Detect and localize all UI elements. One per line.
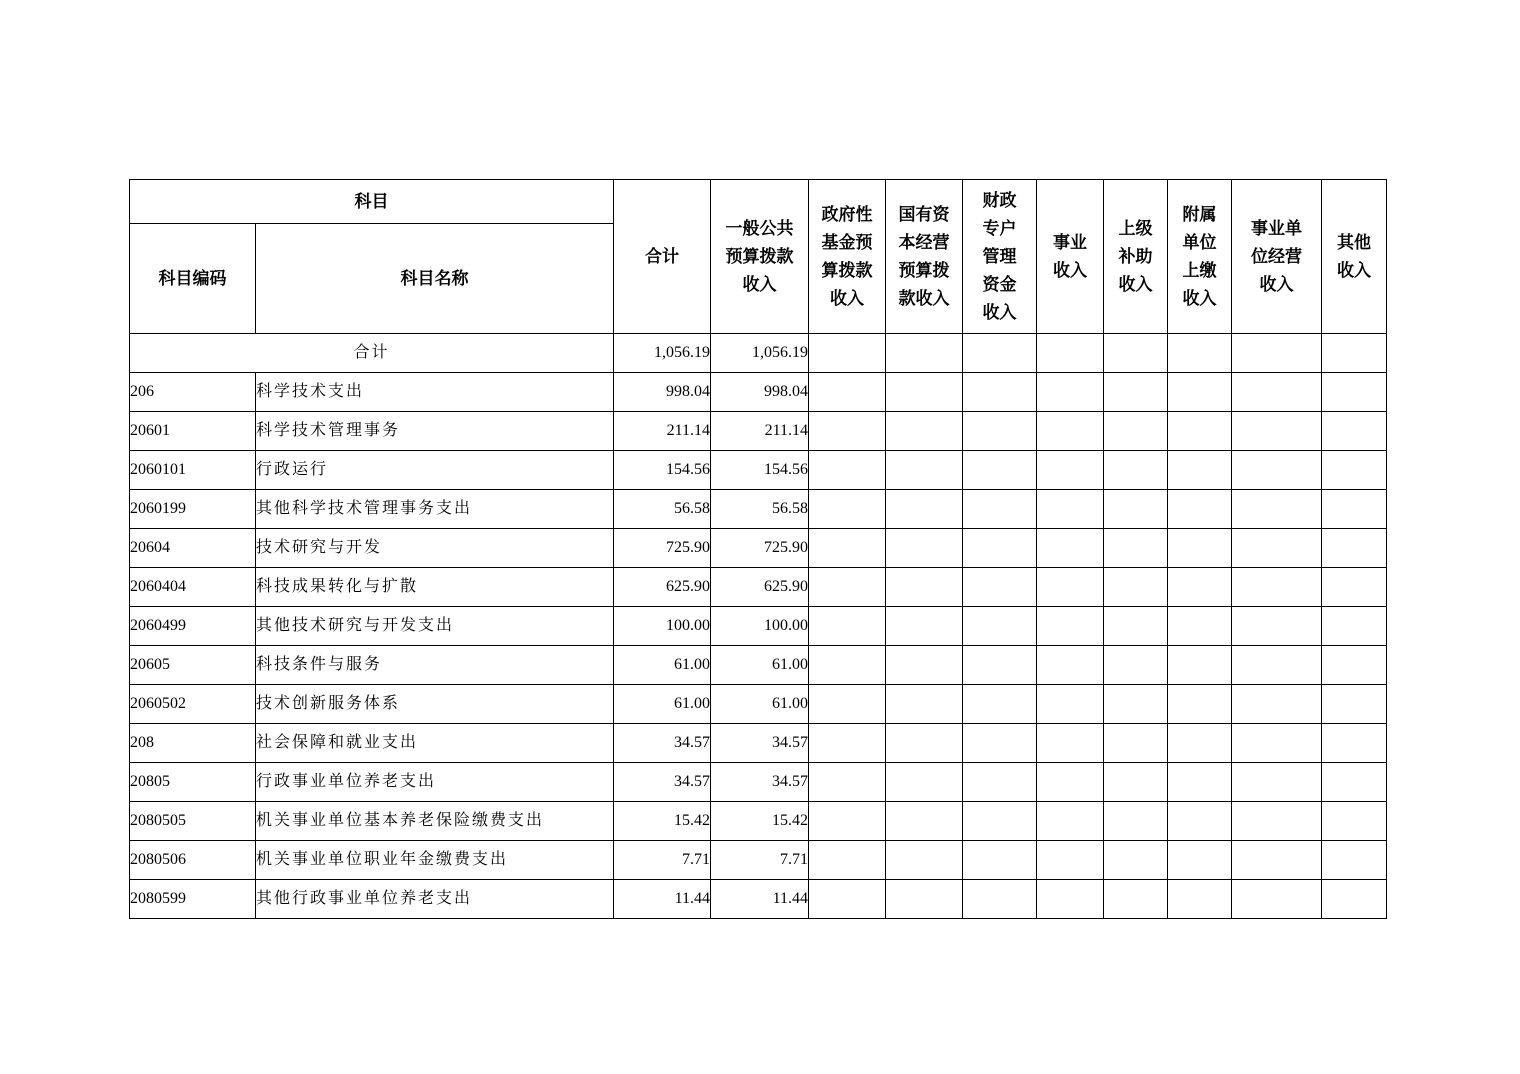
table-row (130, 529, 1387, 568)
total-cell: 154.56 (614, 451, 711, 490)
header-line: 上级 (1118, 218, 1153, 238)
empty-cell (1104, 334, 1168, 373)
empty-cell (1037, 841, 1104, 880)
header-state-capital (886, 180, 963, 334)
total-cell: 11.44 (614, 880, 711, 919)
total-cell: 211.14 (614, 412, 711, 451)
header-line: 管理 (982, 246, 1017, 266)
table-row (130, 646, 1387, 685)
header-line: 单位 (1182, 232, 1217, 252)
empty-cell (1168, 568, 1232, 607)
header-total: 合计 (614, 180, 711, 334)
subject-name-cell: 技术创新服务体系 (256, 685, 614, 724)
subject-code-cell: 2080599 (130, 880, 256, 919)
subject-name-cell: 科技条件与服务 (256, 646, 614, 685)
empty-cell (1322, 412, 1387, 451)
empty-cell (963, 724, 1037, 763)
empty-cell (1168, 373, 1232, 412)
table-row (130, 724, 1387, 763)
empty-cell (886, 334, 963, 373)
empty-cell (1322, 373, 1387, 412)
subject-name-cell: 技术研究与开发 (256, 529, 614, 568)
empty-cell (1232, 880, 1322, 919)
general-budget-cell: 15.42 (711, 802, 809, 841)
empty-cell (886, 568, 963, 607)
general-budget-cell: 625.90 (711, 568, 809, 607)
empty-cell (1037, 607, 1104, 646)
table-row (130, 880, 1387, 919)
empty-cell (1104, 412, 1168, 451)
header-line: 其他 (1337, 232, 1371, 252)
empty-cell (1104, 490, 1168, 529)
subject-code-cell: 20805 (130, 763, 256, 802)
empty-cell (1104, 841, 1168, 880)
total-row-total: 1,056.19 (614, 334, 711, 373)
general-budget-cell: 56.58 (711, 490, 809, 529)
empty-cell (963, 841, 1037, 880)
empty-cell (1168, 685, 1232, 724)
header-line: 专户 (982, 218, 1017, 238)
empty-cell (963, 412, 1037, 451)
empty-cell (1037, 802, 1104, 841)
empty-cell (809, 841, 886, 880)
table-row (130, 841, 1387, 880)
header-gov-fund (809, 180, 886, 334)
header-line: 收入 (742, 274, 777, 294)
empty-cell (963, 607, 1037, 646)
subject-name-cell: 机关事业单位职业年金缴费支出 (256, 841, 614, 880)
total-cell: 7.71 (614, 841, 711, 880)
subject-code-cell: 208 (130, 724, 256, 763)
empty-cell (1104, 763, 1168, 802)
empty-cell (963, 451, 1037, 490)
header-line: 事业单 (1251, 218, 1302, 238)
total-cell: 34.57 (614, 724, 711, 763)
general-budget-cell: 100.00 (711, 607, 809, 646)
header-business-income (1037, 180, 1104, 334)
subject-name-cell: 行政运行 (256, 451, 614, 490)
empty-cell (1104, 568, 1168, 607)
subject-code-cell: 20604 (130, 529, 256, 568)
empty-cell (1322, 802, 1387, 841)
general-budget-cell: 7.71 (711, 841, 809, 880)
empty-cell (1232, 412, 1322, 451)
header-line: 上缴 (1182, 260, 1217, 280)
empty-cell (1322, 724, 1387, 763)
table-row (130, 373, 1387, 412)
empty-cell (1232, 568, 1322, 607)
header-subject-code: 科目编码 (130, 224, 256, 334)
empty-cell (886, 490, 963, 529)
header-line: 基金预 (821, 232, 873, 252)
header-line: 收入 (982, 302, 1017, 322)
empty-cell (1168, 412, 1232, 451)
empty-cell (1104, 646, 1168, 685)
empty-cell (963, 685, 1037, 724)
empty-cell (1104, 451, 1168, 490)
header-line: 算拨款 (821, 260, 873, 280)
header-line: 政府性 (821, 204, 873, 224)
empty-cell (886, 685, 963, 724)
empty-cell (1168, 802, 1232, 841)
empty-cell (886, 412, 963, 451)
subject-name-cell: 科学技术支出 (256, 373, 614, 412)
empty-cell (963, 880, 1037, 919)
total-cell: 61.00 (614, 646, 711, 685)
table-row (130, 685, 1387, 724)
header-line: 位经营 (1251, 246, 1302, 266)
empty-cell (1037, 646, 1104, 685)
table-body (130, 334, 1387, 919)
empty-cell (1322, 334, 1387, 373)
header-general-budget (711, 180, 809, 334)
subject-code-cell: 20605 (130, 646, 256, 685)
general-budget-cell: 34.57 (711, 763, 809, 802)
empty-cell (886, 841, 963, 880)
header-subject-name: 科目名称 (256, 224, 614, 334)
empty-cell (886, 646, 963, 685)
empty-cell (1104, 802, 1168, 841)
table-row (130, 568, 1387, 607)
empty-cell (809, 607, 886, 646)
subject-code-cell: 206 (130, 373, 256, 412)
empty-cell (809, 880, 886, 919)
empty-cell (1322, 607, 1387, 646)
empty-cell (1232, 646, 1322, 685)
empty-cell (1232, 490, 1322, 529)
empty-cell (1168, 763, 1232, 802)
table-row (130, 490, 1387, 529)
empty-cell (1322, 763, 1387, 802)
empty-cell (1037, 490, 1104, 529)
empty-cell (1168, 451, 1232, 490)
table-row (130, 802, 1387, 841)
header-line: 补助 (1118, 246, 1153, 266)
header-subject: 科目 (130, 180, 614, 224)
empty-cell (886, 529, 963, 568)
empty-cell (1232, 529, 1322, 568)
total-cell: 725.90 (614, 529, 711, 568)
empty-cell (809, 802, 886, 841)
empty-cell (1322, 646, 1387, 685)
header-business-operation (1232, 180, 1322, 334)
total-cell: 15.42 (614, 802, 711, 841)
empty-cell (1232, 334, 1322, 373)
empty-cell (1322, 880, 1387, 919)
empty-cell (886, 880, 963, 919)
header-line: 预算拨 (898, 260, 950, 280)
empty-cell (1168, 607, 1232, 646)
general-budget-cell: 34.57 (711, 724, 809, 763)
table-row (130, 763, 1387, 802)
subject-code-cell: 2080506 (130, 841, 256, 880)
general-budget-cell: 154.56 (711, 451, 809, 490)
subject-code-cell: 2060502 (130, 685, 256, 724)
empty-cell (1037, 373, 1104, 412)
total-row-label: 合计 (130, 334, 614, 373)
header-line: 收入 (1259, 274, 1294, 294)
header-line: 本经营 (898, 232, 950, 252)
empty-cell (809, 451, 886, 490)
empty-cell (809, 568, 886, 607)
subject-name-cell: 社会保障和就业支出 (256, 724, 614, 763)
empty-cell (1168, 334, 1232, 373)
empty-cell (963, 529, 1037, 568)
header-line: 收入 (1337, 260, 1371, 280)
empty-cell (1037, 412, 1104, 451)
empty-cell (809, 685, 886, 724)
empty-cell (1104, 607, 1168, 646)
empty-cell (809, 529, 886, 568)
empty-cell (1104, 373, 1168, 412)
header-line: 国有资 (898, 204, 950, 224)
empty-cell (963, 646, 1037, 685)
subject-name-cell: 机关事业单位基本养老保险缴费支出 (256, 802, 614, 841)
table-header (130, 180, 1387, 334)
empty-cell (1037, 763, 1104, 802)
empty-cell (1232, 802, 1322, 841)
total-row-general-budget: 1,056.19 (711, 334, 809, 373)
empty-cell (1168, 490, 1232, 529)
empty-cell (809, 763, 886, 802)
empty-cell (963, 373, 1037, 412)
header-line: 一般公共 (725, 218, 794, 238)
empty-cell (1037, 880, 1104, 919)
header-line: 收入 (1182, 288, 1217, 308)
empty-cell (1037, 451, 1104, 490)
subject-code-cell: 20601 (130, 412, 256, 451)
empty-cell (809, 334, 886, 373)
general-budget-cell: 61.00 (711, 646, 809, 685)
empty-cell (1104, 529, 1168, 568)
subject-name-cell: 其他科学技术管理事务支出 (256, 490, 614, 529)
empty-cell (809, 373, 886, 412)
total-cell: 61.00 (614, 685, 711, 724)
empty-cell (1037, 568, 1104, 607)
header-line: 收入 (830, 288, 864, 308)
empty-cell (963, 802, 1037, 841)
empty-cell (1037, 529, 1104, 568)
empty-cell (963, 763, 1037, 802)
header-line: 事业 (1053, 232, 1087, 252)
empty-cell (1232, 685, 1322, 724)
empty-cell (1232, 724, 1322, 763)
total-cell: 56.58 (614, 490, 711, 529)
empty-cell (1168, 646, 1232, 685)
empty-cell (886, 451, 963, 490)
header-line: 预算拨款 (725, 246, 794, 266)
empty-cell (886, 802, 963, 841)
empty-cell (809, 490, 886, 529)
subject-code-cell: 2060499 (130, 607, 256, 646)
subject-code-cell: 2060404 (130, 568, 256, 607)
header-line: 收入 (1053, 260, 1087, 280)
subject-name-cell: 其他行政事业单位养老支出 (256, 880, 614, 919)
empty-cell (1104, 880, 1168, 919)
empty-cell (1232, 841, 1322, 880)
empty-cell (1037, 724, 1104, 763)
empty-cell (1168, 724, 1232, 763)
general-budget-cell: 211.14 (711, 412, 809, 451)
empty-cell (1322, 490, 1387, 529)
empty-cell (1168, 529, 1232, 568)
empty-cell (809, 412, 886, 451)
subject-name-cell: 其他技术研究与开发支出 (256, 607, 614, 646)
header-line: 财政 (982, 190, 1017, 210)
empty-cell (809, 646, 886, 685)
empty-cell (963, 334, 1037, 373)
empty-cell (963, 568, 1037, 607)
empty-cell (1322, 529, 1387, 568)
header-other-income (1322, 180, 1387, 334)
general-budget-cell: 998.04 (711, 373, 809, 412)
empty-cell (1232, 373, 1322, 412)
empty-cell (1322, 841, 1387, 880)
empty-cell (1104, 685, 1168, 724)
empty-cell (1232, 451, 1322, 490)
total-cell: 34.57 (614, 763, 711, 802)
subject-code-cell: 2060199 (130, 490, 256, 529)
empty-cell (1322, 685, 1387, 724)
empty-cell (1168, 880, 1232, 919)
subject-name-cell: 科学技术管理事务 (256, 412, 614, 451)
header-superior-subsidy (1104, 180, 1168, 334)
empty-cell (1322, 568, 1387, 607)
header-line: 附属 (1182, 204, 1217, 224)
header-line: 款收入 (898, 288, 950, 308)
header-line: 收入 (1118, 274, 1153, 294)
table-row (130, 451, 1387, 490)
subject-code-cell: 2060101 (130, 451, 256, 490)
empty-cell (886, 373, 963, 412)
empty-cell (886, 763, 963, 802)
empty-cell (1232, 763, 1322, 802)
subject-code-cell: 2080505 (130, 802, 256, 841)
header-line: 资金 (982, 274, 1017, 294)
total-cell: 100.00 (614, 607, 711, 646)
empty-cell (1104, 724, 1168, 763)
subject-name-cell: 行政事业单位养老支出 (256, 763, 614, 802)
empty-cell (1037, 685, 1104, 724)
empty-cell (1037, 334, 1104, 373)
empty-cell (1322, 451, 1387, 490)
header-fiscal-account (963, 180, 1037, 334)
empty-cell (1168, 841, 1232, 880)
total-row (130, 334, 1387, 373)
general-budget-cell: 725.90 (711, 529, 809, 568)
empty-cell (809, 724, 886, 763)
empty-cell (1232, 607, 1322, 646)
empty-cell (963, 490, 1037, 529)
empty-cell (886, 724, 963, 763)
subject-name-cell: 科技成果转化与扩散 (256, 568, 614, 607)
empty-cell (886, 607, 963, 646)
general-budget-cell: 11.44 (711, 880, 809, 919)
general-budget-cell: 61.00 (711, 685, 809, 724)
header-affiliated-payment (1168, 180, 1232, 334)
total-cell: 998.04 (614, 373, 711, 412)
table-row (130, 412, 1387, 451)
total-cell: 625.90 (614, 568, 711, 607)
budget-table (129, 179, 1387, 919)
table-row (130, 607, 1387, 646)
